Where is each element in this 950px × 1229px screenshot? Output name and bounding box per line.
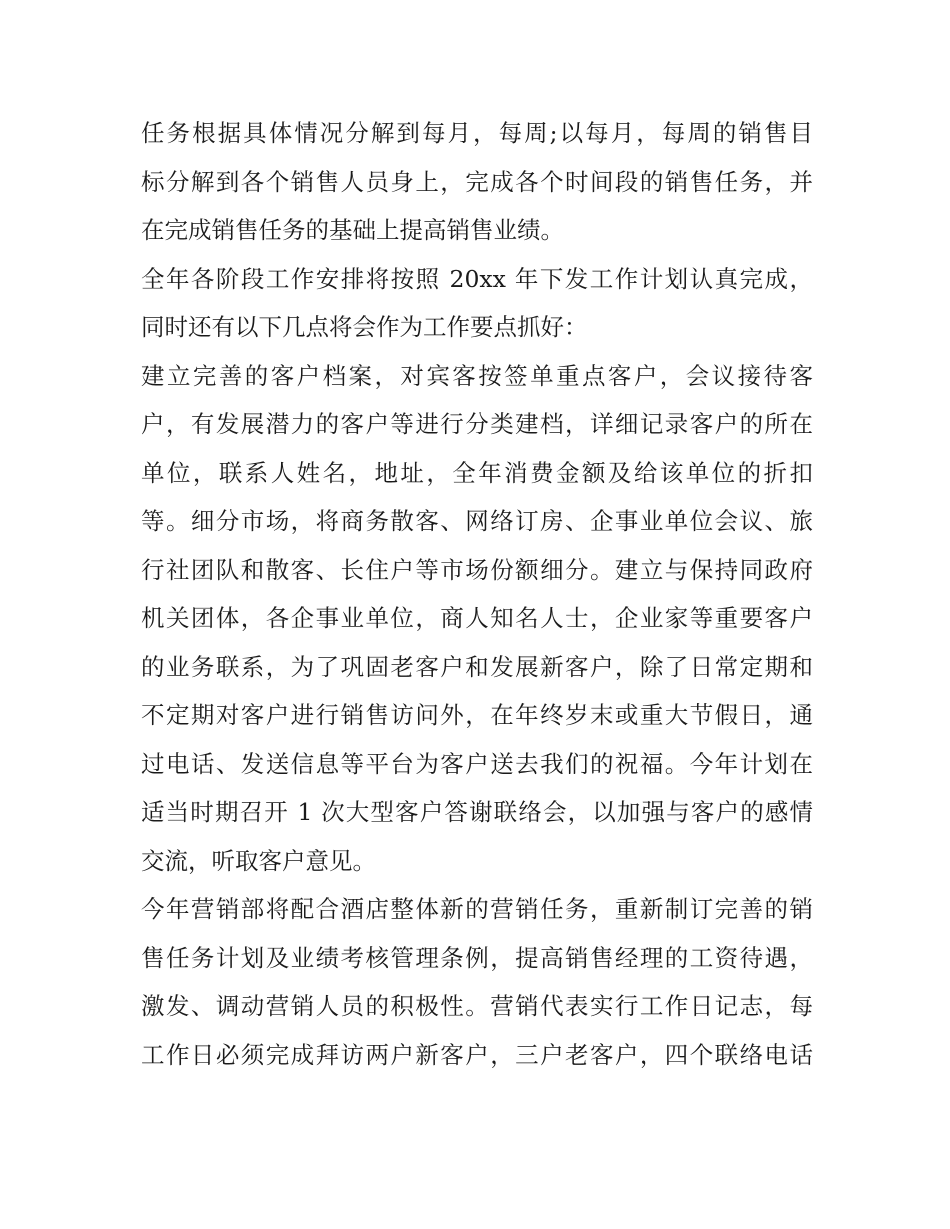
text-line: 不定期对客户进行销售访问外，在年终岁末或重大节假日，通 [141, 701, 813, 729]
text-line: 的业务联系，为了巩固老客户和发展新客户，除了日常定期和 [141, 652, 813, 681]
text-line: 等。细分市场，将商务散客、网络订房、企事业单位会议、旅 [141, 507, 813, 535]
text-line: 今年营销部将配合酒店整体新的营销任务，重新制订完善的销 [141, 895, 813, 923]
text-line: 激发、调动营销人员的积极性。营销代表实行工作日记志，每 [141, 992, 813, 1020]
paragraph-task-breakdown [141, 109, 813, 255]
paragraph-customer-files [141, 352, 813, 886]
text-line: 工作日必须完成拜访两户新客户，三户老客户，四个联络电话 [141, 1040, 813, 1069]
text-line: 同时还有以下几点将会作为工作要点抓好： [141, 313, 588, 341]
text-line: 标分解到各个销售人员身上，完成各个时间段的销售任务，并 [141, 167, 813, 196]
paragraph-annual-plan [141, 255, 813, 352]
document-body [141, 109, 813, 1079]
text-line: 交流，听取客户意见。 [141, 846, 376, 875]
text-line: 适当时期召开 1 次大型客户答谢联络会，以加强与客户的感情 [141, 798, 813, 826]
text-line: 过电话、发送信息等平台为客户送去我们的祝福。今年计划在 [141, 749, 813, 778]
text-line: 售任务计划及业绩考核管理条例，提高销售经理的工资待遇， [141, 943, 813, 972]
text-line: 单位，联系人姓名，地址，全年消费金额及给该单位的折扣 [141, 458, 813, 487]
text-line: 建立完善的客户档案，对宾客按签单重点客户，会议接待客 [141, 361, 813, 390]
text-line: 任务根据具体情况分解到每月，每周;以每月，每周的销售目 [141, 119, 813, 147]
text-line: 户，有发展潜力的客户等进行分类建档，详细记录客户的所在 [141, 410, 813, 438]
text-line: 行社团队和散客、长住户等市场份额细分。建立与保持同政府 [141, 555, 813, 584]
text-line: 全年各阶段工作安排将按照 20xx 年下发工作计划认真完成， [141, 264, 813, 293]
text-line: 机关团体，各企事业单位，商人知名人士，企业家等重要客户 [141, 604, 813, 632]
text-line: 在完成销售任务的基础上提高销售业绩。 [141, 216, 564, 244]
paragraph-sales-incentives [141, 885, 813, 1079]
